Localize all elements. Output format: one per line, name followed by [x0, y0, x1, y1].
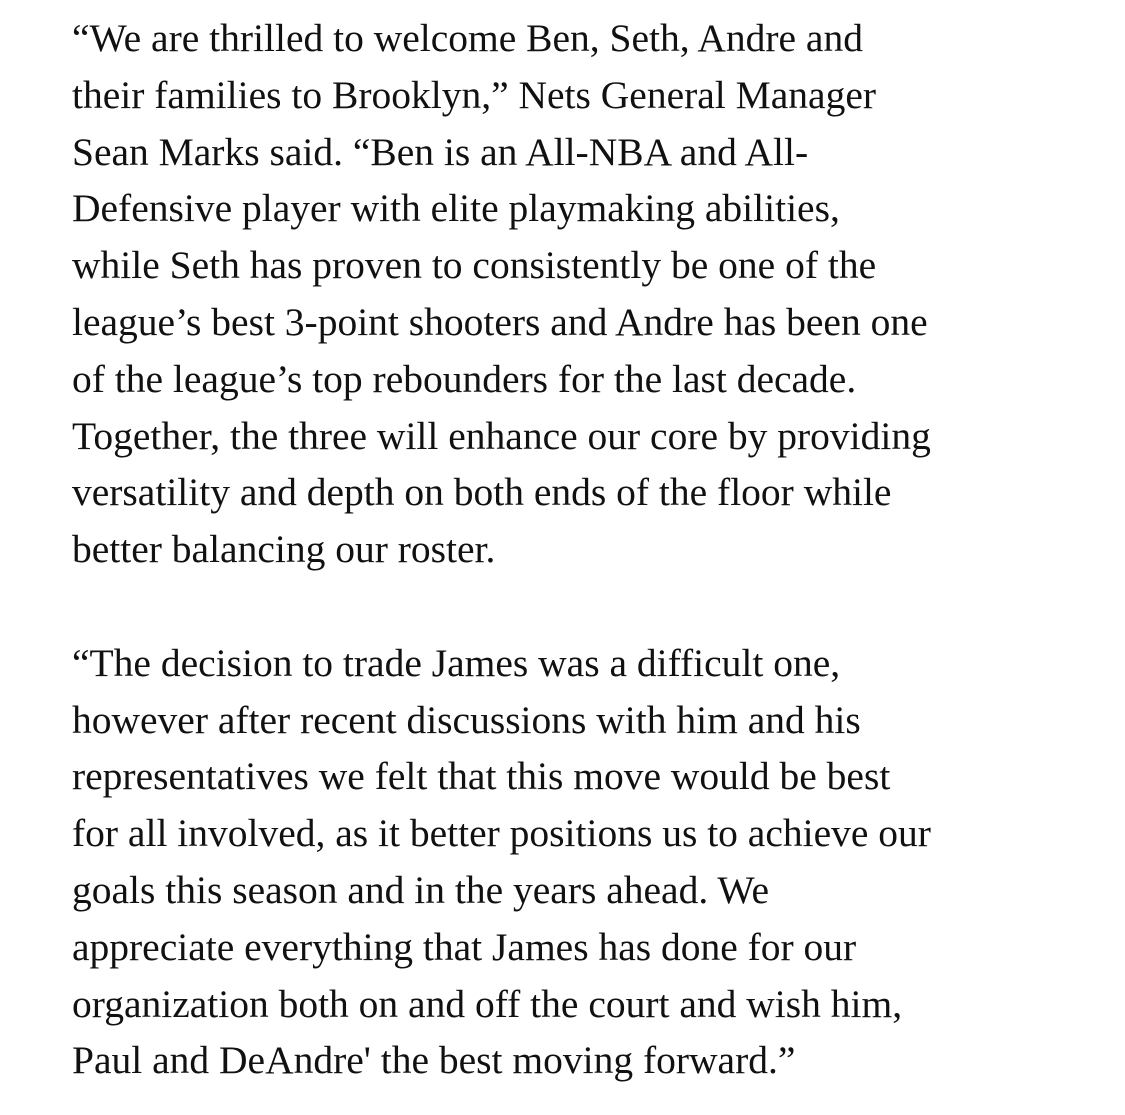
text-line: Sean Marks said. “Ben is an All-NBA and All- [72, 129, 809, 174]
text-line: while Seth has proven to consistently be one of the [72, 243, 877, 288]
statement-document [72, 10, 1112, 1089]
text-line: Defensive player with elite playmaking abilities, [72, 186, 840, 231]
text-line: representatives we felt that this move would be best [72, 754, 891, 799]
text-line: however after recent discussions with him and his [72, 697, 861, 742]
text-line: appreciate everything that James has done for our [72, 924, 857, 969]
text-line: league’s best 3-point shooters and Andre has been one [72, 299, 928, 344]
text-line: Together, the three will enhance our core by providing [72, 413, 931, 458]
text-line: of the league’s top rebounders for the last decade. [72, 356, 857, 401]
text-line: better balancing our roster. [72, 527, 496, 572]
text-line: “We are thrilled to welcome Ben, Seth, Andre and [72, 16, 863, 60]
paragraph-trade-decision [72, 635, 1112, 1089]
text-line: organization both on and off the court and wish him, [72, 981, 903, 1026]
text-line: Paul and DeAndre' the best moving forward.” [72, 1038, 796, 1083]
text-line: for all involved, as it better positions us to achieve our [72, 811, 931, 856]
text-line: versatility and depth on both ends of the floor while [72, 470, 892, 515]
paragraph-spacer [72, 578, 1112, 635]
paragraph-welcome [72, 10, 1112, 578]
text-line: their families to Brooklyn,” Nets General Manager [72, 72, 877, 117]
text-line: goals this season and in the years ahead. We [72, 867, 770, 912]
text-line: “The decision to trade James was a difficult one, [72, 640, 841, 685]
